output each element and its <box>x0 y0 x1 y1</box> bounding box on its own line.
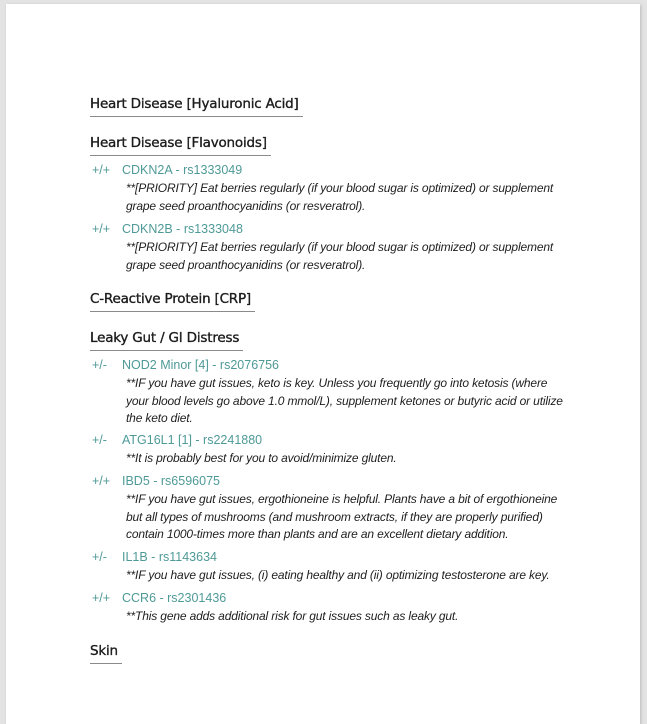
gene-name: ATG16L1 [1] - rs2241880 <box>122 433 263 447</box>
gene-entry <box>92 473 572 544</box>
genotype: +/- <box>92 433 107 447</box>
gene-entry <box>92 221 572 274</box>
section-heading: Heart Disease [Flavonoids] <box>90 135 271 156</box>
section-heading: Leaky Gut / GI Distress <box>90 330 243 351</box>
gene-name: CDKN2B - rs1333048 <box>122 222 243 236</box>
gene-description: **IF you have gut issues, (i) eating healthy and (ii) optimizing testosterone are key. <box>126 568 550 582</box>
gene-description: **[PRIORITY] Eat berries regularly (if your blood sugar is optimized) or supplement grape seed proanthocyanidins (or resveratrol). <box>126 181 554 213</box>
gene-description: **IF you have gut issues, keto is key. Unless you frequently go into ketosis (where your blood levels go above 1.0 mmol/L), supplement ketones or butyric acid or utilize the keto diet. <box>126 376 563 425</box>
gene-name: NOD2 Minor [4] - rs2076756 <box>122 358 280 372</box>
section-heading: Skin <box>90 643 122 664</box>
gene-entry <box>92 162 572 215</box>
section-heading: Heart Disease [Hyaluronic Acid] <box>90 96 303 117</box>
gene-entry <box>92 590 572 626</box>
gene-description: **IF you have gut issues, ergothioneine is helpful. Plants have a bit of ergothioneine but all types of mushrooms (and mushroom extracts, if they are properly purified) contain 1000-times more than plants and are an excellent dietary addition. <box>126 492 558 541</box>
genotype: +/+ <box>92 163 111 177</box>
gene-description: **[PRIORITY] Eat berries regularly (if your blood sugar is optimized) or supplement grape seed proanthocyanidins (or resveratrol). <box>126 240 554 272</box>
genotype: +/+ <box>92 222 111 236</box>
section-c-reactive-protein <box>90 290 255 312</box>
gene-line <box>92 432 572 448</box>
genotype: +/- <box>92 550 107 564</box>
gene-line <box>92 590 572 606</box>
gene-name: IL1B - rs1143634 <box>122 550 217 564</box>
gene-entry <box>92 549 572 585</box>
gene-line <box>92 162 572 178</box>
section-leaky-gut <box>90 329 243 351</box>
gene-line <box>92 473 572 489</box>
gene-line <box>92 221 572 237</box>
gene-line <box>92 357 572 373</box>
section-heading: C-Reactive Protein [CRP] <box>90 291 255 312</box>
section-heart-disease-hyaluronic-acid <box>90 95 303 117</box>
gene-name: CDKN2A - rs1333049 <box>122 163 243 177</box>
gene-name: CCR6 - rs2301436 <box>122 591 227 605</box>
genotype: +/- <box>92 358 107 372</box>
section-skin <box>90 642 122 664</box>
gene-entry <box>92 357 572 428</box>
gene-entry <box>92 432 572 468</box>
gene-description: **It is probably best for you to avoid/minimize gluten. <box>126 451 397 465</box>
section-heart-disease-flavonoids <box>90 134 271 156</box>
genotype: +/+ <box>92 591 111 605</box>
gene-description: **This gene adds additional risk for gut issues such as leaky gut. <box>126 609 459 623</box>
gene-line <box>92 549 572 565</box>
genotype: +/+ <box>92 474 111 488</box>
gene-name: IBD5 - rs6596075 <box>122 474 220 488</box>
